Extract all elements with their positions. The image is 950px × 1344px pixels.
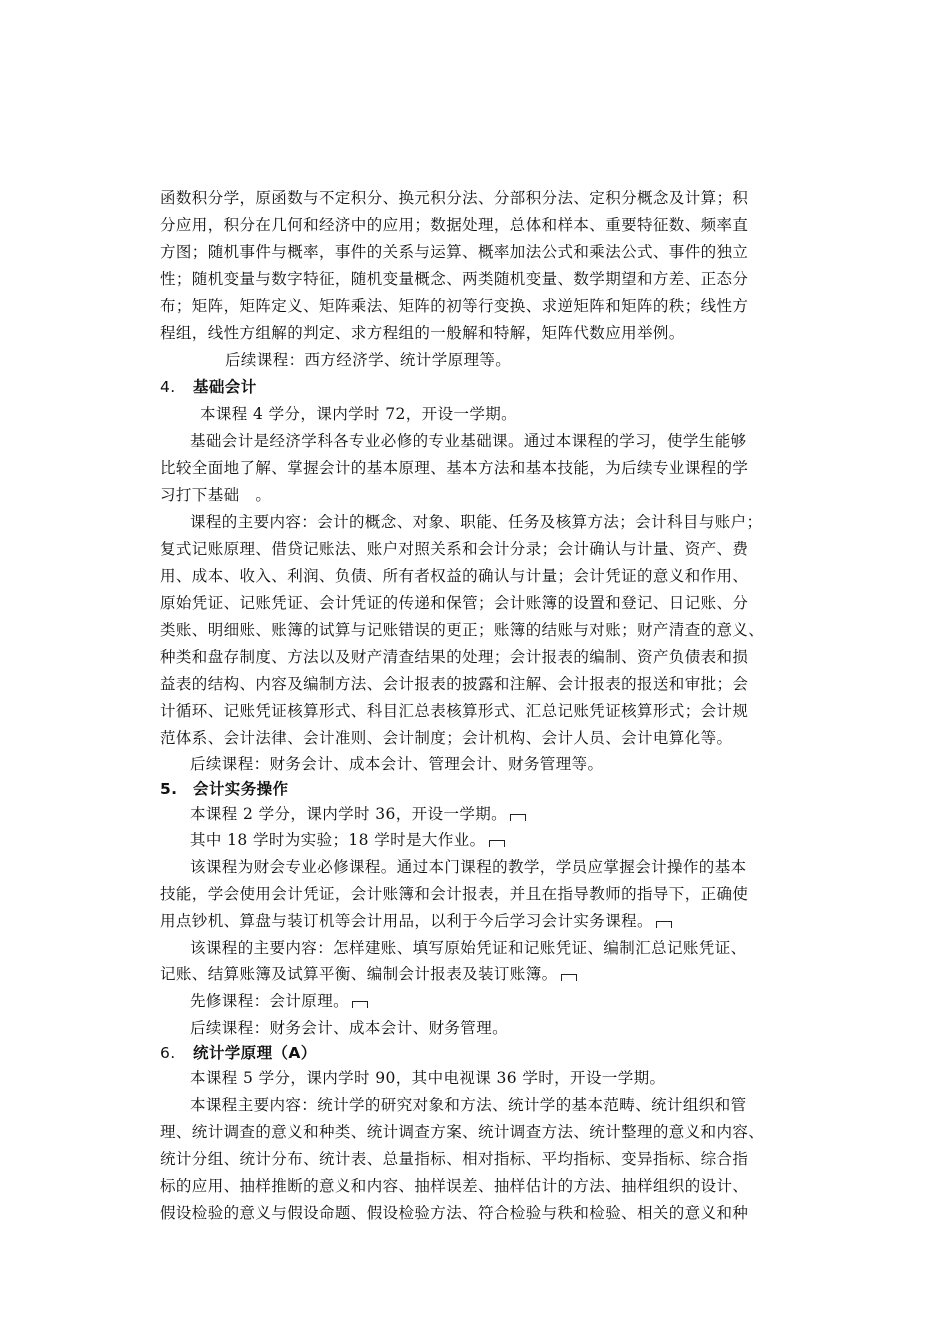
section-heading [160, 375, 800, 399]
paragraph-line: 性；随机变量与数字特征，随机变量概念、两类随机变量、数学期望和方差、正态分 [160, 270, 749, 288]
followup-courses: 后续课程：财务会计、成本会计、管理会计、财务管理等。 [190, 755, 604, 773]
prereq-text: 先修课程：会计原理。 [190, 992, 350, 1010]
paragraph-line: 该课程的主要内容：怎样建账、填写原始凭证和记账凭证、编制汇总记账凭证、 [190, 939, 747, 957]
section-number: 5. [160, 780, 178, 798]
paragraph-line: 统计分组、统计分布、统计表、总量指标、相对指标、平均指标、变异指标、综合指 [160, 1150, 749, 1168]
paragraph-line: 复式记账原理、借贷记账法、账户对照关系和会计分录；会计确认与计量、资产、费 [160, 540, 749, 558]
paragraph-line: 比较全面地了解、掌握会计的基本原理、基本方法和基本技能，为后续专业课程的学 [160, 459, 749, 477]
paragraph-line [160, 962, 800, 986]
course-credits: 本课程 4 学分，课内学时 72，开设一学期。 [200, 405, 518, 423]
line-text: 用点钞机、算盘与装订机等会计用品，以利于今后学习会计实务课程。 [160, 912, 653, 930]
lab-hours [190, 828, 830, 852]
paragraph-line: 课程的主要内容：会计的概念、对象、职能、任务及核算方法；会计科目与账户； [190, 513, 763, 531]
paragraph-line: 理、统计调查的意义和种类、统计调查方案、统计调查方法、统计整理的意义和内容、 [160, 1123, 765, 1141]
paragraph-line: 种类和盘存制度、方法以及财产清查结果的处理；会计报表的编制、资产负债表和损 [160, 648, 749, 666]
prerequisite-courses [190, 989, 830, 1013]
followup-courses: 后续课程：财务会计、成本会计、财务管理。 [190, 1019, 509, 1037]
paragraph-line: 函数积分学，原函数与不定积分、换元积分法、分部积分法、定积分概念及计算；积 [160, 189, 749, 207]
paragraph-line: 本课程主要内容：统计学的研究对象和方法、统计学的基本范畴、统计组织和管 [190, 1096, 747, 1114]
paragraph-line: 该课程为财会专业必修课程。通过本门课程的教学，学员应掌握会计操作的基本 [190, 858, 747, 876]
paragraph-line: 习打下基础 。 [160, 486, 272, 504]
paragraph-line: 计循环、记账凭证核算形式、科目汇总表核算形式、汇总记账凭证核算形式；会计规 [160, 702, 749, 720]
paragraph-line: 布；矩阵，矩阵定义、矩阵乘法、矩阵的初等行变换、求逆矩阵和矩阵的秩；线性方 [160, 297, 749, 315]
lab-text: 其中 18 学时为实验；18 学时是大作业。 [190, 831, 486, 849]
section-heading [160, 777, 800, 801]
paragraph-line: 分应用，积分在几何和经济中的应用；数据处理，总体和样本、重要特征数、频率直 [160, 216, 749, 234]
paragraph-line: 程组，线性方组解的判定、求方程组的一般解和特解，矩阵代数应用举例。 [160, 324, 685, 342]
paragraph-line: 基础会计是经济学科各专业必修的专业基础课。通过本课程的学习，使学生能够 [190, 432, 747, 450]
paragraph-line [160, 909, 800, 933]
paragraph-line: 类账、明细账、账簿的试算与记账错误的更正；账簿的结账与对账；财产清查的意义、 [160, 621, 765, 639]
paragraph-line: 用、成本、收入、利润、负债、所有者权益的确认与计量；会计凭证的意义和作用、 [160, 567, 749, 585]
course-credits: 本课程 5 学分，课内学时 90，其中电视课 36 学时，开设一学期。 [190, 1069, 666, 1087]
section-title: 统计学原理（A） [193, 1044, 317, 1062]
paragraph-line: 假设检验的意义与假设命题、假设检验方法、符合检验与秩和检验、相关的意义和种 [160, 1204, 749, 1222]
paragraph-mark-icon [489, 840, 505, 847]
paragraph-mark-icon [352, 1001, 368, 1008]
paragraph-line: 原始凭证、记账凭证、会计凭证的传递和保管；会计账簿的设置和登记、日记账、分 [160, 594, 749, 612]
paragraph-line: 范体系、会计法律、会计准则、会计制度；会计机构、会计人员、会计电算化等。 [160, 729, 733, 747]
paragraph-line: 方图；随机事件与概率，事件的关系与运算、概率加法公式和乘法公式、事件的独立 [160, 243, 749, 261]
paragraph-line: 标的应用、抽样推断的意义和内容、抽样误差、抽样估计的方法、抽样组织的设计、 [160, 1177, 749, 1195]
paragraph-mark-icon [656, 921, 672, 928]
paragraph-line: 益表的结构、内容及编制方法、会计报表的披露和注解、会计报表的报送和审批；会 [160, 675, 749, 693]
section-title: 基础会计 [193, 378, 257, 396]
paragraph-line: 技能，学会使用会计凭证，会计账簿和会计报表，并且在指导教师的指导下，正确使 [160, 885, 749, 903]
section-title: 会计实务操作 [193, 780, 289, 798]
paragraph-mark-icon [561, 974, 577, 981]
course-credits [190, 802, 830, 826]
paragraph-mark-icon [510, 814, 526, 821]
section-heading [160, 1041, 800, 1065]
section-number: 6. [160, 1044, 176, 1062]
credits-text: 本课程 2 学分，课内学时 36，开设一学期。 [190, 805, 508, 823]
followup-courses: 后续课程：西方经济学、统计学原理等。 [225, 351, 512, 369]
line-text: 记账、结算账簿及试算平衡、编制会计报表及装订账簿。 [160, 965, 558, 983]
section-number: 4. [160, 378, 176, 396]
